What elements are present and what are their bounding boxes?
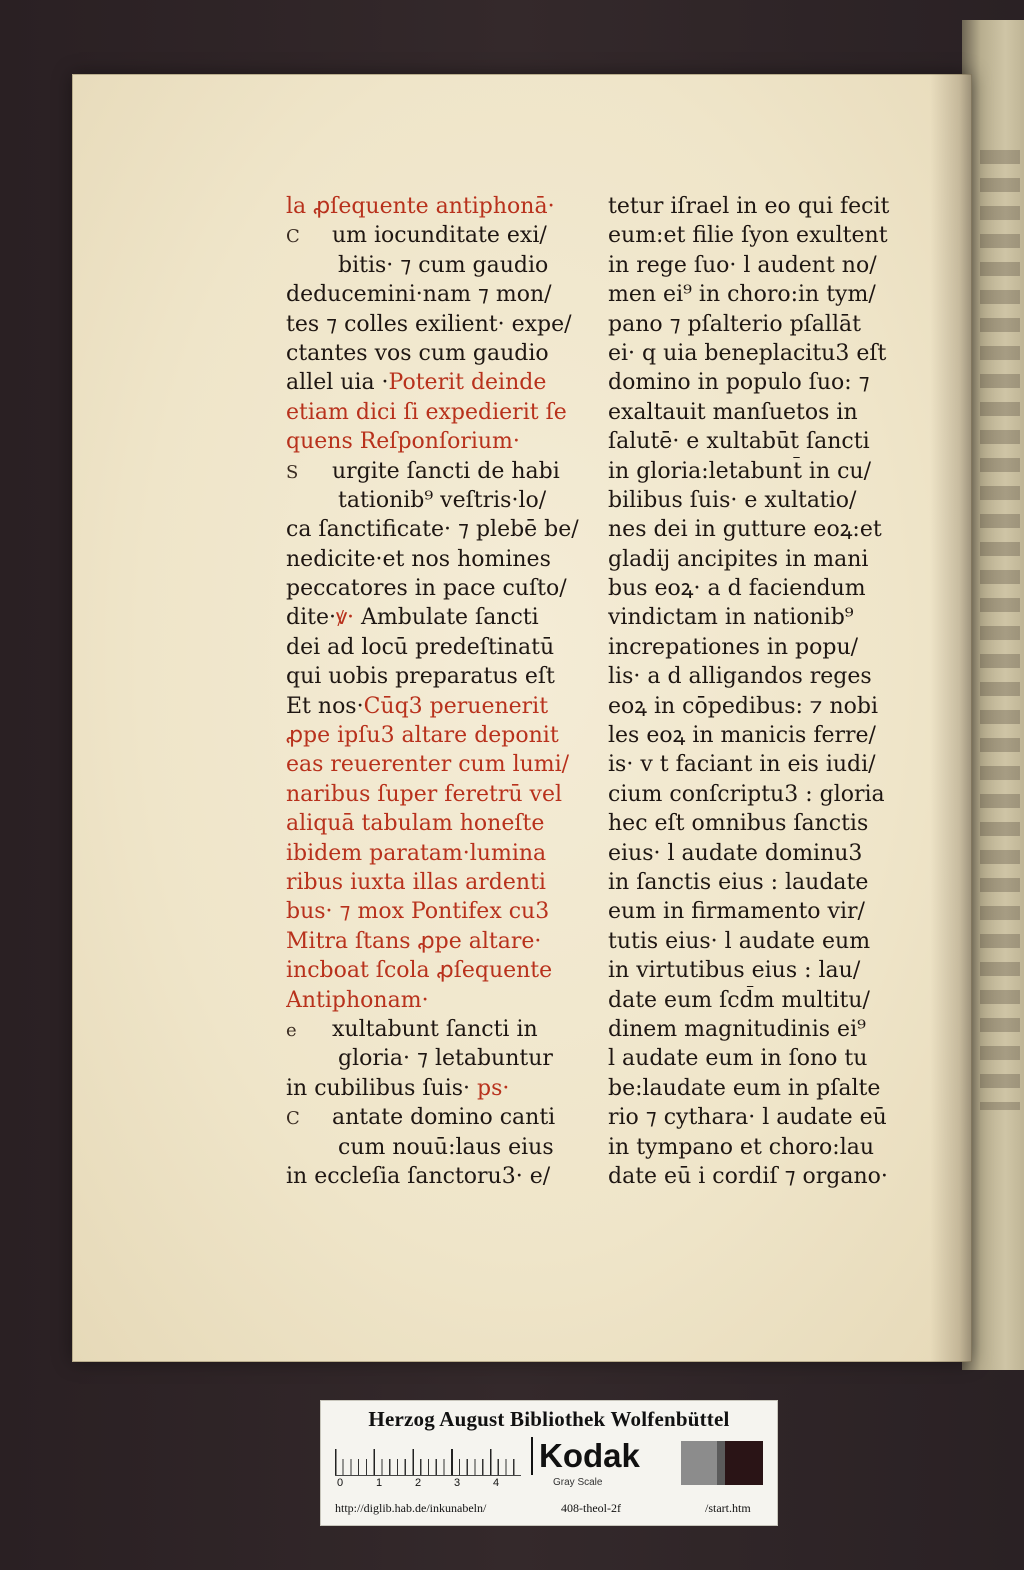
text-line: les eoꝝ in manicis ferre/ bbox=[608, 723, 876, 749]
line-text: allel uia · bbox=[286, 370, 389, 396]
text-line: be:laudate eum in pſalte bbox=[608, 1075, 881, 1101]
text-line: increpationes in popu/ bbox=[608, 634, 859, 660]
line-text: ctantes vos cum gaudio bbox=[286, 340, 549, 366]
text-line bbox=[286, 368, 586, 397]
text-line: rio ⁊ cythara· l audate eū bbox=[608, 1105, 887, 1131]
text-line bbox=[286, 486, 586, 515]
gray-swatch-mid bbox=[681, 1441, 717, 1485]
line-text: dei ad locū predeſtinatū bbox=[286, 634, 555, 660]
text-line: bus eoꝝ· a d faciendum bbox=[608, 576, 866, 602]
line-text: gloria· ⁊ letabuntur bbox=[338, 1046, 553, 1072]
line-text: bitis· ⁊ cum gaudio bbox=[338, 252, 549, 278]
text-line: is· v t faciant in eis iudi/ bbox=[608, 752, 876, 778]
text-line bbox=[286, 721, 586, 750]
text-line: ei· q uia beneplacitu3 eſt bbox=[608, 340, 887, 366]
text-line: date eū i cordiſ ⁊ organo· bbox=[608, 1163, 888, 1189]
text-line bbox=[286, 927, 586, 956]
text-line bbox=[286, 750, 586, 779]
line-text: Antiphonam· bbox=[286, 987, 429, 1013]
text-line bbox=[286, 280, 586, 309]
gray-swatch-black bbox=[725, 1441, 763, 1485]
text-line bbox=[286, 221, 586, 250]
text-line: hec eſt omnibus ſanctis bbox=[608, 811, 869, 837]
initial-guide-letter: S bbox=[286, 461, 299, 483]
target-footer bbox=[321, 1501, 777, 1519]
line-text: etiam dici ſi expedierit ſe bbox=[286, 399, 567, 425]
text-line bbox=[286, 310, 586, 339]
line-text: antate domino canti bbox=[332, 1105, 556, 1131]
line-text: urgite ſancti de habi bbox=[332, 458, 560, 484]
text-line bbox=[286, 692, 586, 721]
text-line: gladij ancipites in mani bbox=[608, 546, 869, 572]
line-text: cum nouū:laus eius bbox=[338, 1134, 554, 1160]
text-line bbox=[286, 457, 586, 486]
text-line bbox=[286, 1044, 586, 1073]
text-line bbox=[286, 1015, 586, 1044]
line-text: in eccleſia ſanctoru3· e/ bbox=[286, 1163, 551, 1189]
text-line: date eum ſcd̄m multitu/ bbox=[608, 987, 870, 1013]
line-text: tationib⁹ veſtris·lo/ bbox=[338, 487, 547, 513]
text-line: nes dei in gutture eoꝝ:et bbox=[608, 517, 882, 543]
ruler-number: 0 bbox=[337, 1477, 344, 1489]
start-link: /start.htm bbox=[705, 1501, 751, 1515]
text-line bbox=[286, 515, 586, 544]
line-text: aliquā tabulam honeſte bbox=[286, 811, 545, 837]
line-text: Mitra ſtans ꝓpe altare· bbox=[286, 928, 542, 954]
text-line bbox=[286, 839, 586, 868]
text-line: cium conſcriptu3 : gloria bbox=[608, 781, 885, 807]
text-line: ſalutē· e xultabūt ſancti bbox=[608, 429, 870, 455]
shelfmark: 408-theol-2f bbox=[561, 1501, 621, 1515]
rubric-text: Cūq3 peruenerit bbox=[363, 693, 549, 719]
text-line bbox=[286, 1162, 586, 1191]
text-line bbox=[286, 956, 586, 985]
text-line bbox=[286, 809, 586, 838]
color-target-card bbox=[320, 1400, 778, 1526]
text-line bbox=[286, 1074, 586, 1103]
text-line: vindictam in nationib⁹ bbox=[608, 605, 854, 631]
line-text: Ambulate ſancti bbox=[354, 605, 539, 631]
text-line: l audate eum in ſono tu bbox=[608, 1046, 868, 1072]
text-line bbox=[286, 897, 586, 926]
text-line bbox=[286, 545, 586, 574]
line-text: ribus iuxta illas ardenti bbox=[286, 869, 546, 895]
line-text: quens Reſponſorium· bbox=[286, 429, 520, 455]
rubric-text: ꝟ· bbox=[335, 605, 355, 631]
text-line bbox=[286, 633, 586, 662]
ruler-numbers bbox=[333, 1477, 533, 1493]
line-text: bus· ⁊ mox Pontifex cu3 bbox=[286, 899, 550, 925]
text-line: in gloria:letabunt̄ in cu/ bbox=[608, 458, 872, 484]
text-line bbox=[286, 398, 586, 427]
text-line: in ſanctis eius : laudate bbox=[608, 869, 869, 895]
initial-guide-letter: e bbox=[286, 1019, 297, 1041]
ruler-number: 4 bbox=[493, 1477, 500, 1489]
line-text: dite· bbox=[286, 605, 336, 631]
ruler-number: 2 bbox=[415, 1477, 422, 1489]
facing-page-text-bleed bbox=[980, 150, 1020, 1110]
kodak-logo: Kodak bbox=[531, 1437, 659, 1475]
line-text: xultabunt ſancti in bbox=[332, 1016, 538, 1042]
line-text: Et nos· bbox=[286, 693, 364, 719]
text-line: tetur iſrael in eo qui fecit bbox=[608, 194, 890, 219]
text-line: in virtutibus eius : lau/ bbox=[608, 958, 861, 984]
line-text: um iocunditate exi/ bbox=[332, 223, 547, 249]
line-text: tes ⁊ colles exilient· expe/ bbox=[286, 311, 572, 337]
library-url: http://diglib.hab.de/inkunabeln/ bbox=[335, 1501, 487, 1515]
text-line bbox=[286, 603, 586, 632]
text-line: eoꝝ in cōpedibus: ⁊ nobi bbox=[608, 693, 879, 719]
text-line: eum in firmamento vir/ bbox=[608, 899, 865, 925]
ruler-major-ticks bbox=[335, 1441, 521, 1475]
text-line bbox=[286, 1133, 586, 1162]
text-line: lis· a d alligandos reges bbox=[608, 664, 872, 690]
gray-scale-label: Gray Scale bbox=[553, 1477, 603, 1488]
text-line bbox=[286, 986, 586, 1015]
ruler-number: 1 bbox=[376, 1477, 383, 1489]
text-line bbox=[286, 427, 586, 456]
line-text: la ꝓſequente antiphonā· bbox=[286, 194, 555, 219]
gray-swatch-dark bbox=[717, 1441, 725, 1485]
text-line: in rege ſuo· l audent no/ bbox=[608, 252, 877, 278]
text-line: eum:et filie ſyon exultent bbox=[608, 223, 888, 249]
rubric-text: ps· bbox=[470, 1075, 510, 1101]
text-line bbox=[286, 339, 586, 368]
text-line bbox=[286, 574, 586, 603]
right-text-column bbox=[608, 192, 908, 1191]
line-text: nedicite·et nos homines bbox=[286, 546, 551, 572]
text-line: bilibus ſuis· e xultatio/ bbox=[608, 487, 857, 513]
line-text: ca ſanctificate· ⁊ plebē be/ bbox=[286, 517, 579, 543]
initial-guide-letter: C bbox=[286, 1108, 300, 1130]
initial-guide-letter: C bbox=[286, 226, 300, 248]
line-text: ꝓpe ipſu3 altare deponit bbox=[286, 723, 559, 749]
line-text: qui uobis preparatus eſt bbox=[286, 664, 555, 690]
line-text: eas reuerenter cum lumi/ bbox=[286, 752, 570, 778]
text-line bbox=[286, 192, 586, 221]
line-text: peccatores in pace cuſto/ bbox=[286, 576, 567, 602]
text-line: dinem magnitudinis ei⁹ bbox=[608, 1016, 866, 1042]
line-text: ibidem paratam·lumina bbox=[286, 840, 547, 866]
text-line: domino in populo ſuo: ⁊ bbox=[608, 370, 870, 396]
line-text: deducemini·nam ⁊ mon/ bbox=[286, 282, 552, 308]
library-name: Herzog August Bibliothek Wolfenbüttel bbox=[368, 1407, 730, 1431]
text-line: tutis eius· l audate eum bbox=[608, 928, 871, 954]
text-line: in tympano et choro:lau bbox=[608, 1134, 875, 1160]
line-text: in cubilibus ſuis· bbox=[286, 1075, 471, 1101]
left-text-column bbox=[286, 192, 586, 1191]
line-text: naribus ſuper feretrū vel bbox=[286, 781, 562, 807]
rubric-text: Poterit deinde bbox=[388, 370, 547, 396]
text-line: eius· l audate dominu3 bbox=[608, 840, 863, 866]
text-line: men ei⁹ in choro:in tym/ bbox=[608, 282, 876, 308]
text-line: exaltauit manſuetos in bbox=[608, 399, 858, 425]
text-line bbox=[286, 780, 586, 809]
ruler-number: 3 bbox=[454, 1477, 461, 1489]
text-line: pano ⁊ pſalterio pſallāt bbox=[608, 311, 861, 337]
text-line bbox=[286, 662, 586, 691]
text-line bbox=[286, 1103, 586, 1132]
text-line bbox=[286, 868, 586, 897]
page-gutter-shadow bbox=[930, 74, 972, 1362]
line-text: incboat ſcola ꝓſequente bbox=[286, 958, 553, 984]
text-line bbox=[286, 251, 586, 280]
